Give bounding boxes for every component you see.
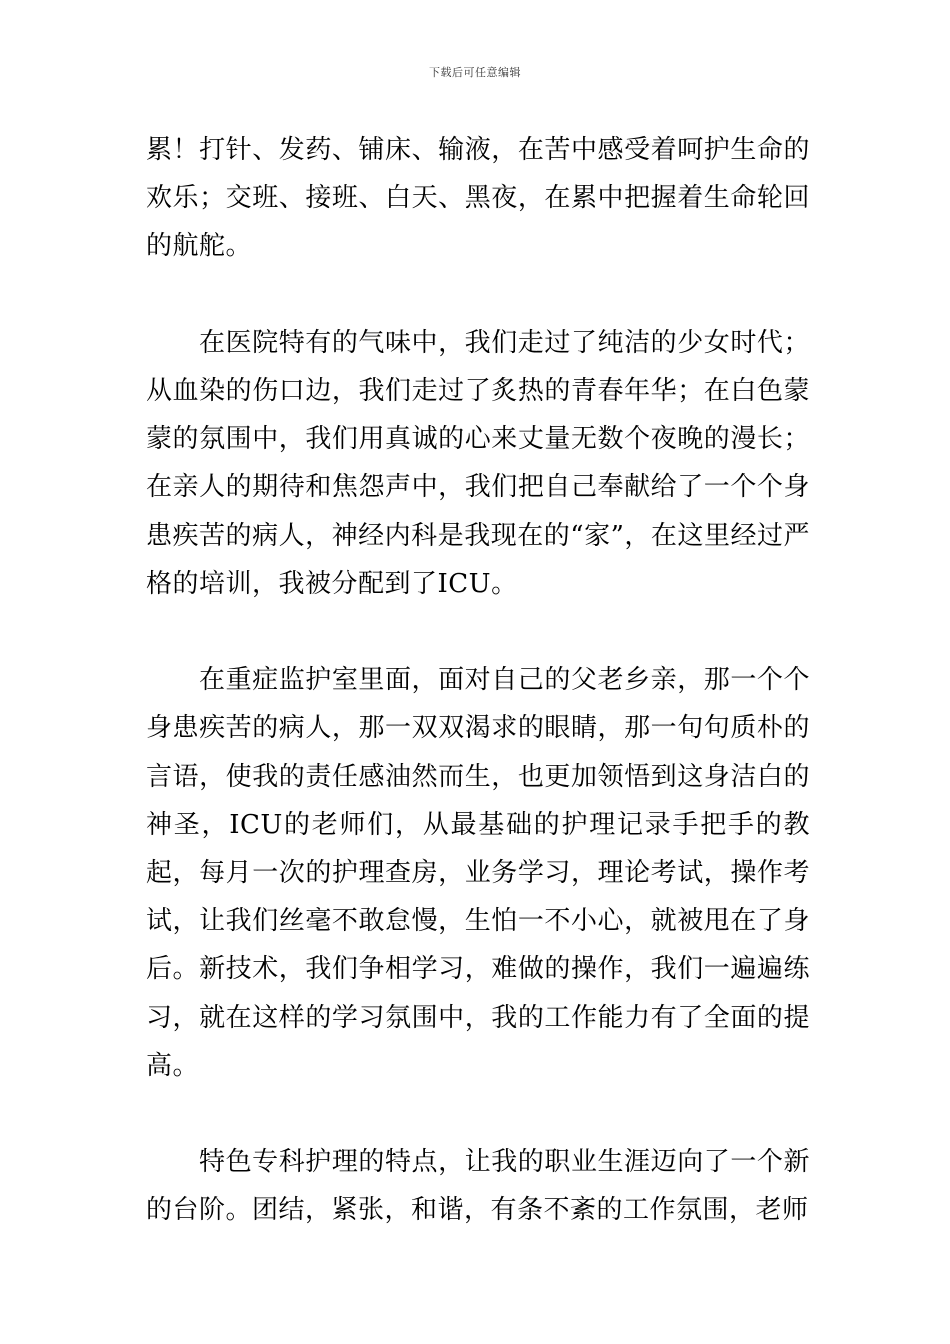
- header-note: 下载后可任意编辑: [429, 66, 521, 79]
- paragraph-3: 在重症监护室里面，面对自己的父老乡亲，那一个个身患疾苦的病人，那一双双渴求的眼睛，那一句句质朴的言语，使我的责任感油然而生，也更加领悟到这身洁白的神圣，ICU的老师们，从最基础的护理记录手把手的教起，每月一次的护理查房，业务学习，理论考试，操作考试，让我们丝毫不敢怠慢，生怕一不小心，就被甩在了身后。新技术，我们争相学习，难做的操作，我们一遍遍练习，就在这样的学习氛围中，我的工作能力有了全面的提高。: [146, 665, 810, 1081]
- document-body: [146, 126, 810, 1235]
- paragraph-1: 累！打针、发药、铺床、输液，在苦中感受着呵护生命的欢乐；交班、接班、白天、黑夜，在累中把握着生命轮回的航舵。: [146, 135, 810, 262]
- paragraph-2: 在医院特有的气味中，我们走过了纯洁的少女时代；从血染的伤口边，我们走过了炙热的青春年华；在白色蒙蒙的氛围中，我们用真诚的心来丈量无数个夜晚的漫长；在亲人的期待和焦怨声中，我们把自己奉献给了一个个身患疾苦的病人，神经内科是我现在的“家”，在这里经过严格的培训，我被分配到了ICU。: [146, 327, 810, 599]
- paragraph-4: 特色专科护理的特点，让我的职业生涯迈向了一个新的台阶。团结，紧张，和谐，有条不紊的工作氛围，老师: [146, 1147, 810, 1226]
